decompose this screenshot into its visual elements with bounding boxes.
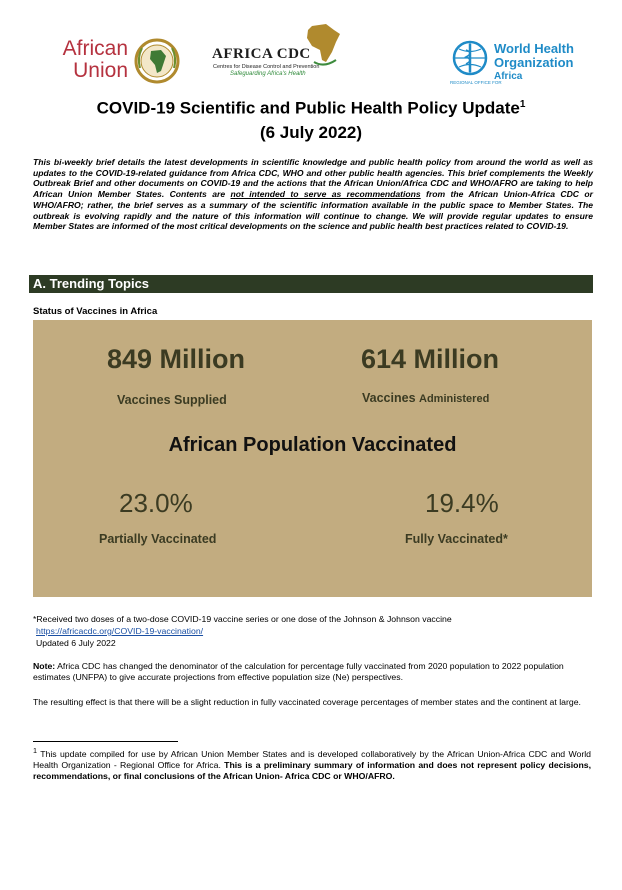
title-line1: COVID-19 Scientific and Public Health Policy Update <box>96 98 520 118</box>
footnote-divider <box>33 741 178 742</box>
who-logo-line1: World Health <box>494 41 574 56</box>
africa-cdc-name: AFRICA CDC <box>212 46 311 62</box>
vaccines-administered-value: 614 Million <box>361 344 500 374</box>
vaccine-status-label: Status of Vaccines in Africa <box>33 306 158 317</box>
intro-part2: from the African Union-Africa CDC or WHO/AFRO; rather, the brief serves as a summary of the scientific information available in the public space to Member States. The outbreak is evolving rapidly and the nature of this information will continue to change. We will provide regular updates to ensure Member States are informed of the most critical developments on the science and public health best practices related to COVID-19. <box>33 189 593 232</box>
logo-row <box>0 28 622 98</box>
footnote-text: This update compiled for use by African Union Member States and is developed collaboratively by the African Union-Africa CDC and World Health Organization - Regional Office for Africa. <box>33 748 591 770</box>
administered-rest: Administered <box>419 393 490 405</box>
vaccines-supplied-value: 849 Million <box>107 344 246 374</box>
vaccination-link[interactable]: https://africacdc.org/COVID-19-vaccination/ <box>36 626 204 636</box>
note-label: Note: <box>33 661 56 671</box>
population-vaccinated-title: African Population Vaccinated <box>168 434 457 456</box>
partially-vaccinated-value: 23.0% <box>119 488 193 518</box>
section-header: A. Trending Topics <box>29 275 593 293</box>
intro-disclaimer: not intended to serve as recommendations <box>230 189 421 200</box>
note-text: Africa CDC has changed the denominator of the calculation for percentage fully vaccinated from 2020 population to 2022 population estimates (UNFPA) to give accurate projections from effective population size (Ne) perspectives. <box>33 661 564 682</box>
page-title <box>0 93 622 145</box>
partially-vaccinated-label: Partially Vaccinated <box>99 532 217 546</box>
who-logo-line3: Africa <box>494 71 523 82</box>
asterisk-note: *Received two doses of a two-dose COVID-19 vaccine series or one dose of the Johnson & Johnson vaccine <box>33 614 452 624</box>
intro-part1: This bi-weekly brief details the latest developments in scientific knowledge and public health policy from around the world as well as updates to the COVID-19-related guidance from Africa CDC, WHO and other public health agencies. This brief complements the Weekly Outbreak Brief and other documents on COVID-19 and the actions that the African Union/Africa CDC and WHO/AFRO are taking to help African Union Member States. Contents are <box>33 157 593 200</box>
title-date: (6 July 2022) <box>259 122 363 142</box>
fully-vaccinated-label: Fully Vaccinated* <box>405 532 508 546</box>
footnote-mark: 1 <box>33 746 38 755</box>
au-emblem-icon <box>134 38 180 84</box>
footnote <box>33 745 591 782</box>
denominator-note <box>33 661 591 683</box>
administered-word: Vaccines <box>362 391 416 405</box>
au-logo-line1: African <box>62 37 128 60</box>
intro-paragraph <box>33 157 593 232</box>
vaccines-supplied-label: Vaccines Supplied <box>117 393 227 407</box>
who-region-label: REGIONAL OFFICE FOR <box>450 80 502 85</box>
who-emblem-icon <box>450 38 490 78</box>
africa-cdc-tagline: Safeguarding Africa's Health <box>230 71 306 77</box>
effect-note: The resulting effect is that there will be a slight reduction in fully vaccinated coverage percentages of member states and the continent at large. <box>33 697 581 707</box>
fully-vaccinated-value: 19.4% <box>425 488 499 518</box>
vaccines-administered-label <box>362 391 489 405</box>
footnote-bold-text: This is a preliminary summary of information and does not represent policy decisions, recommendations, or final conclusions of the African Union- Africa CDC or WHO/AFRO. <box>33 759 591 781</box>
africa-cdc-subtitle: Centres for Disease Control and Prevention <box>213 64 320 70</box>
africa-map-icon <box>304 22 344 66</box>
updated-date: Updated 6 July 2022 <box>36 638 116 648</box>
title-footnote-ref: 1 <box>519 99 526 110</box>
vaccine-status-panel <box>33 320 592 597</box>
au-logo-line2: Union <box>73 59 128 82</box>
who-logo-line2: Organization <box>494 55 574 70</box>
